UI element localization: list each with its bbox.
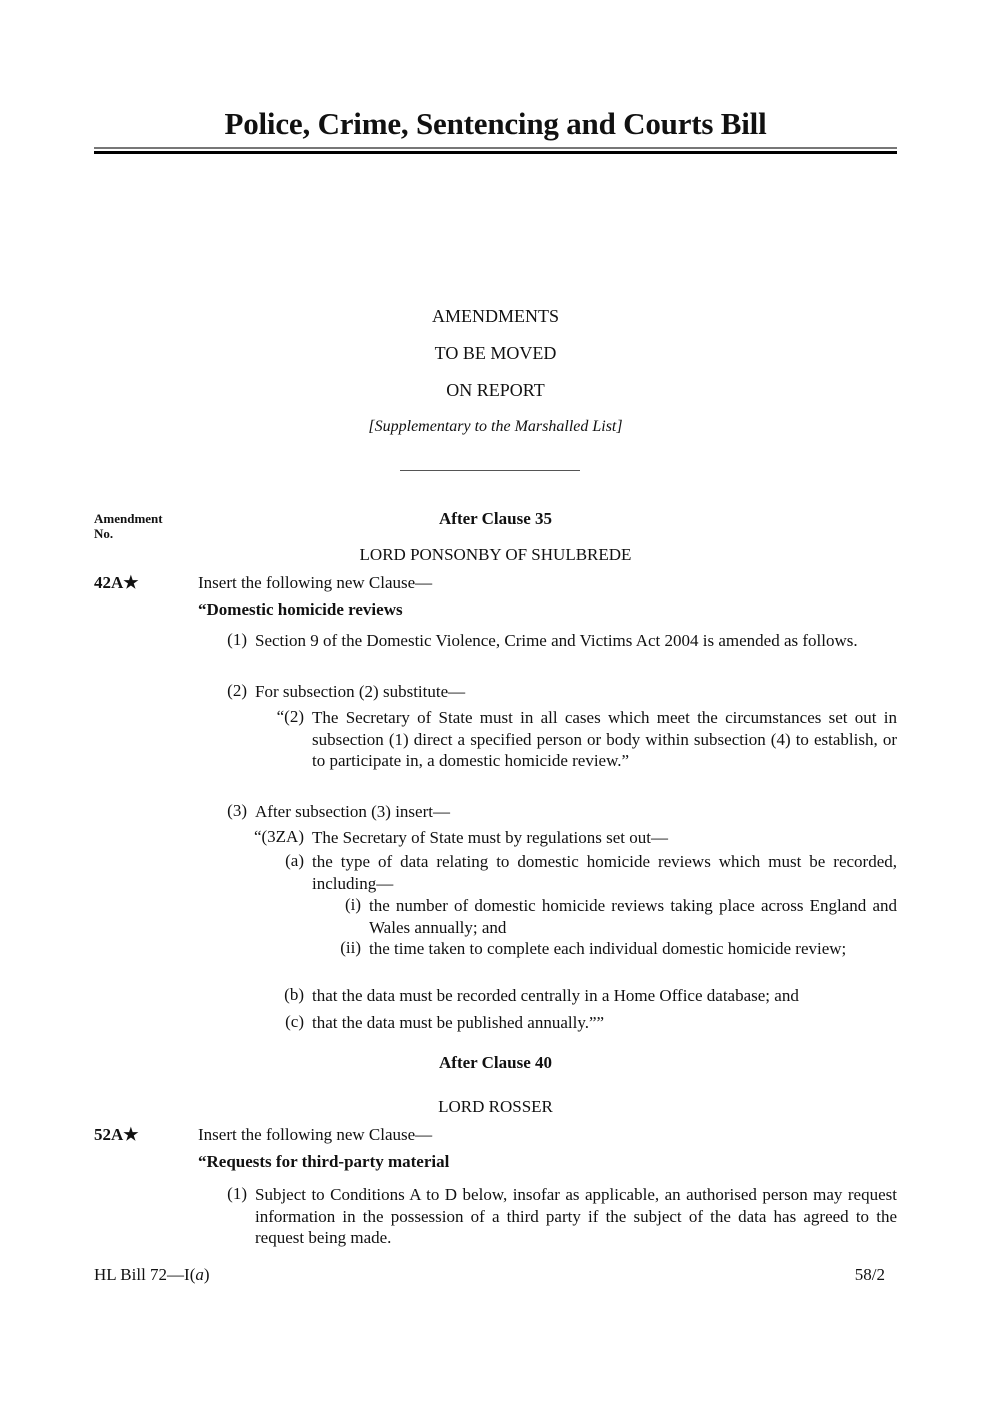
quoted-subsection-number: “(3ZA) [253, 827, 304, 846]
paragraph-text: that the data must be recorded centrally in a Home Office database; and [312, 986, 799, 1005]
subsection-text: Subject to Conditions A to D below, insofar as applicable, an authorised person may request information in the possession of a third party if the subject of the data has agreed to the request being made. [255, 1185, 897, 1247]
subparagraph-numeral: (ii) [340, 938, 361, 957]
amendment-number: 52A★ [94, 1125, 139, 1144]
cover-line-amendments: AMENDMENTS [431, 306, 559, 326]
amendment-intro: Insert the following new Clause— [198, 1125, 433, 1144]
subsection-text: Section 9 of the Domestic Violence, Crime and Victims Act 2004 is amended as follows. [255, 631, 858, 650]
member-name: LORD PONSONBY OF SHULBREDE [359, 545, 632, 564]
subparagraph-text: the number of domestic homicide reviews taking place across England and Wales annually; and [369, 896, 897, 937]
clause-title: “Requests for third-party material [198, 1152, 450, 1171]
bill-reference-suffix: ) [203, 1265, 210, 1284]
quoted-subsection-number: “(2) [276, 707, 304, 726]
subsection-number: (3) [227, 801, 247, 820]
section-heading: After Clause 40 [439, 1053, 552, 1072]
cover-divider [400, 470, 580, 471]
bill-reference-prefix: HL Bill 72—I( [94, 1265, 196, 1284]
paragraph-letter: (c) [285, 1012, 304, 1031]
clause-title: “Domestic homicide reviews [198, 600, 403, 619]
title-rule-thick [94, 151, 897, 154]
paragraph-letter: (a) [285, 851, 304, 870]
column-label-line2: No. [94, 526, 114, 541]
subsection-number: (2) [227, 681, 247, 700]
cover-line-on-report: ON REPORT [446, 380, 545, 400]
paragraph-letter: (b) [284, 985, 304, 1004]
page-reference: 58/2 [854, 1265, 885, 1284]
amendment-intro: Insert the following new Clause— [198, 573, 433, 592]
paragraph-text: the type of data relating to domestic homicide reviews which must be recorded, including— [312, 852, 897, 893]
member-name: LORD ROSSER [438, 1097, 553, 1116]
subsection-text: After subsection (3) insert— [255, 802, 450, 821]
section-heading: After Clause 35 [439, 509, 552, 528]
subsection-number: (1) [227, 1184, 247, 1203]
subsection-number: (1) [227, 630, 247, 649]
cover-line-to-be-moved: TO BE MOVED [434, 343, 557, 363]
quoted-subsection-text: The Secretary of State must in all cases which meet the circumstances set out in subsection (1) direct a specified person or body within subsection (4) to establish, or to participate in, a domestic homicide review.” [312, 708, 897, 770]
bill-reference [94, 1265, 210, 1285]
column-label-line1: Amendment [94, 511, 163, 526]
paragraph-text: that the data must be published annually.”” [312, 1013, 605, 1032]
subparagraph-numeral: (i) [344, 895, 361, 914]
title-rule-thin [94, 147, 897, 149]
cover-subtitle: [Supplementary to the Marshalled List] [368, 418, 623, 435]
bill-title: Police, Crime, Sentencing and Courts Bill [224, 106, 767, 141]
quoted-subsection-text: The Secretary of State must by regulations set out— [312, 828, 668, 847]
subsection-text: For subsection (2) substitute— [255, 682, 466, 701]
bill-reference-italic: a [195, 1265, 204, 1284]
subparagraph-text: the time taken to complete each individual domestic homicide review; [369, 939, 847, 958]
amendment-number: 42A★ [94, 573, 139, 592]
